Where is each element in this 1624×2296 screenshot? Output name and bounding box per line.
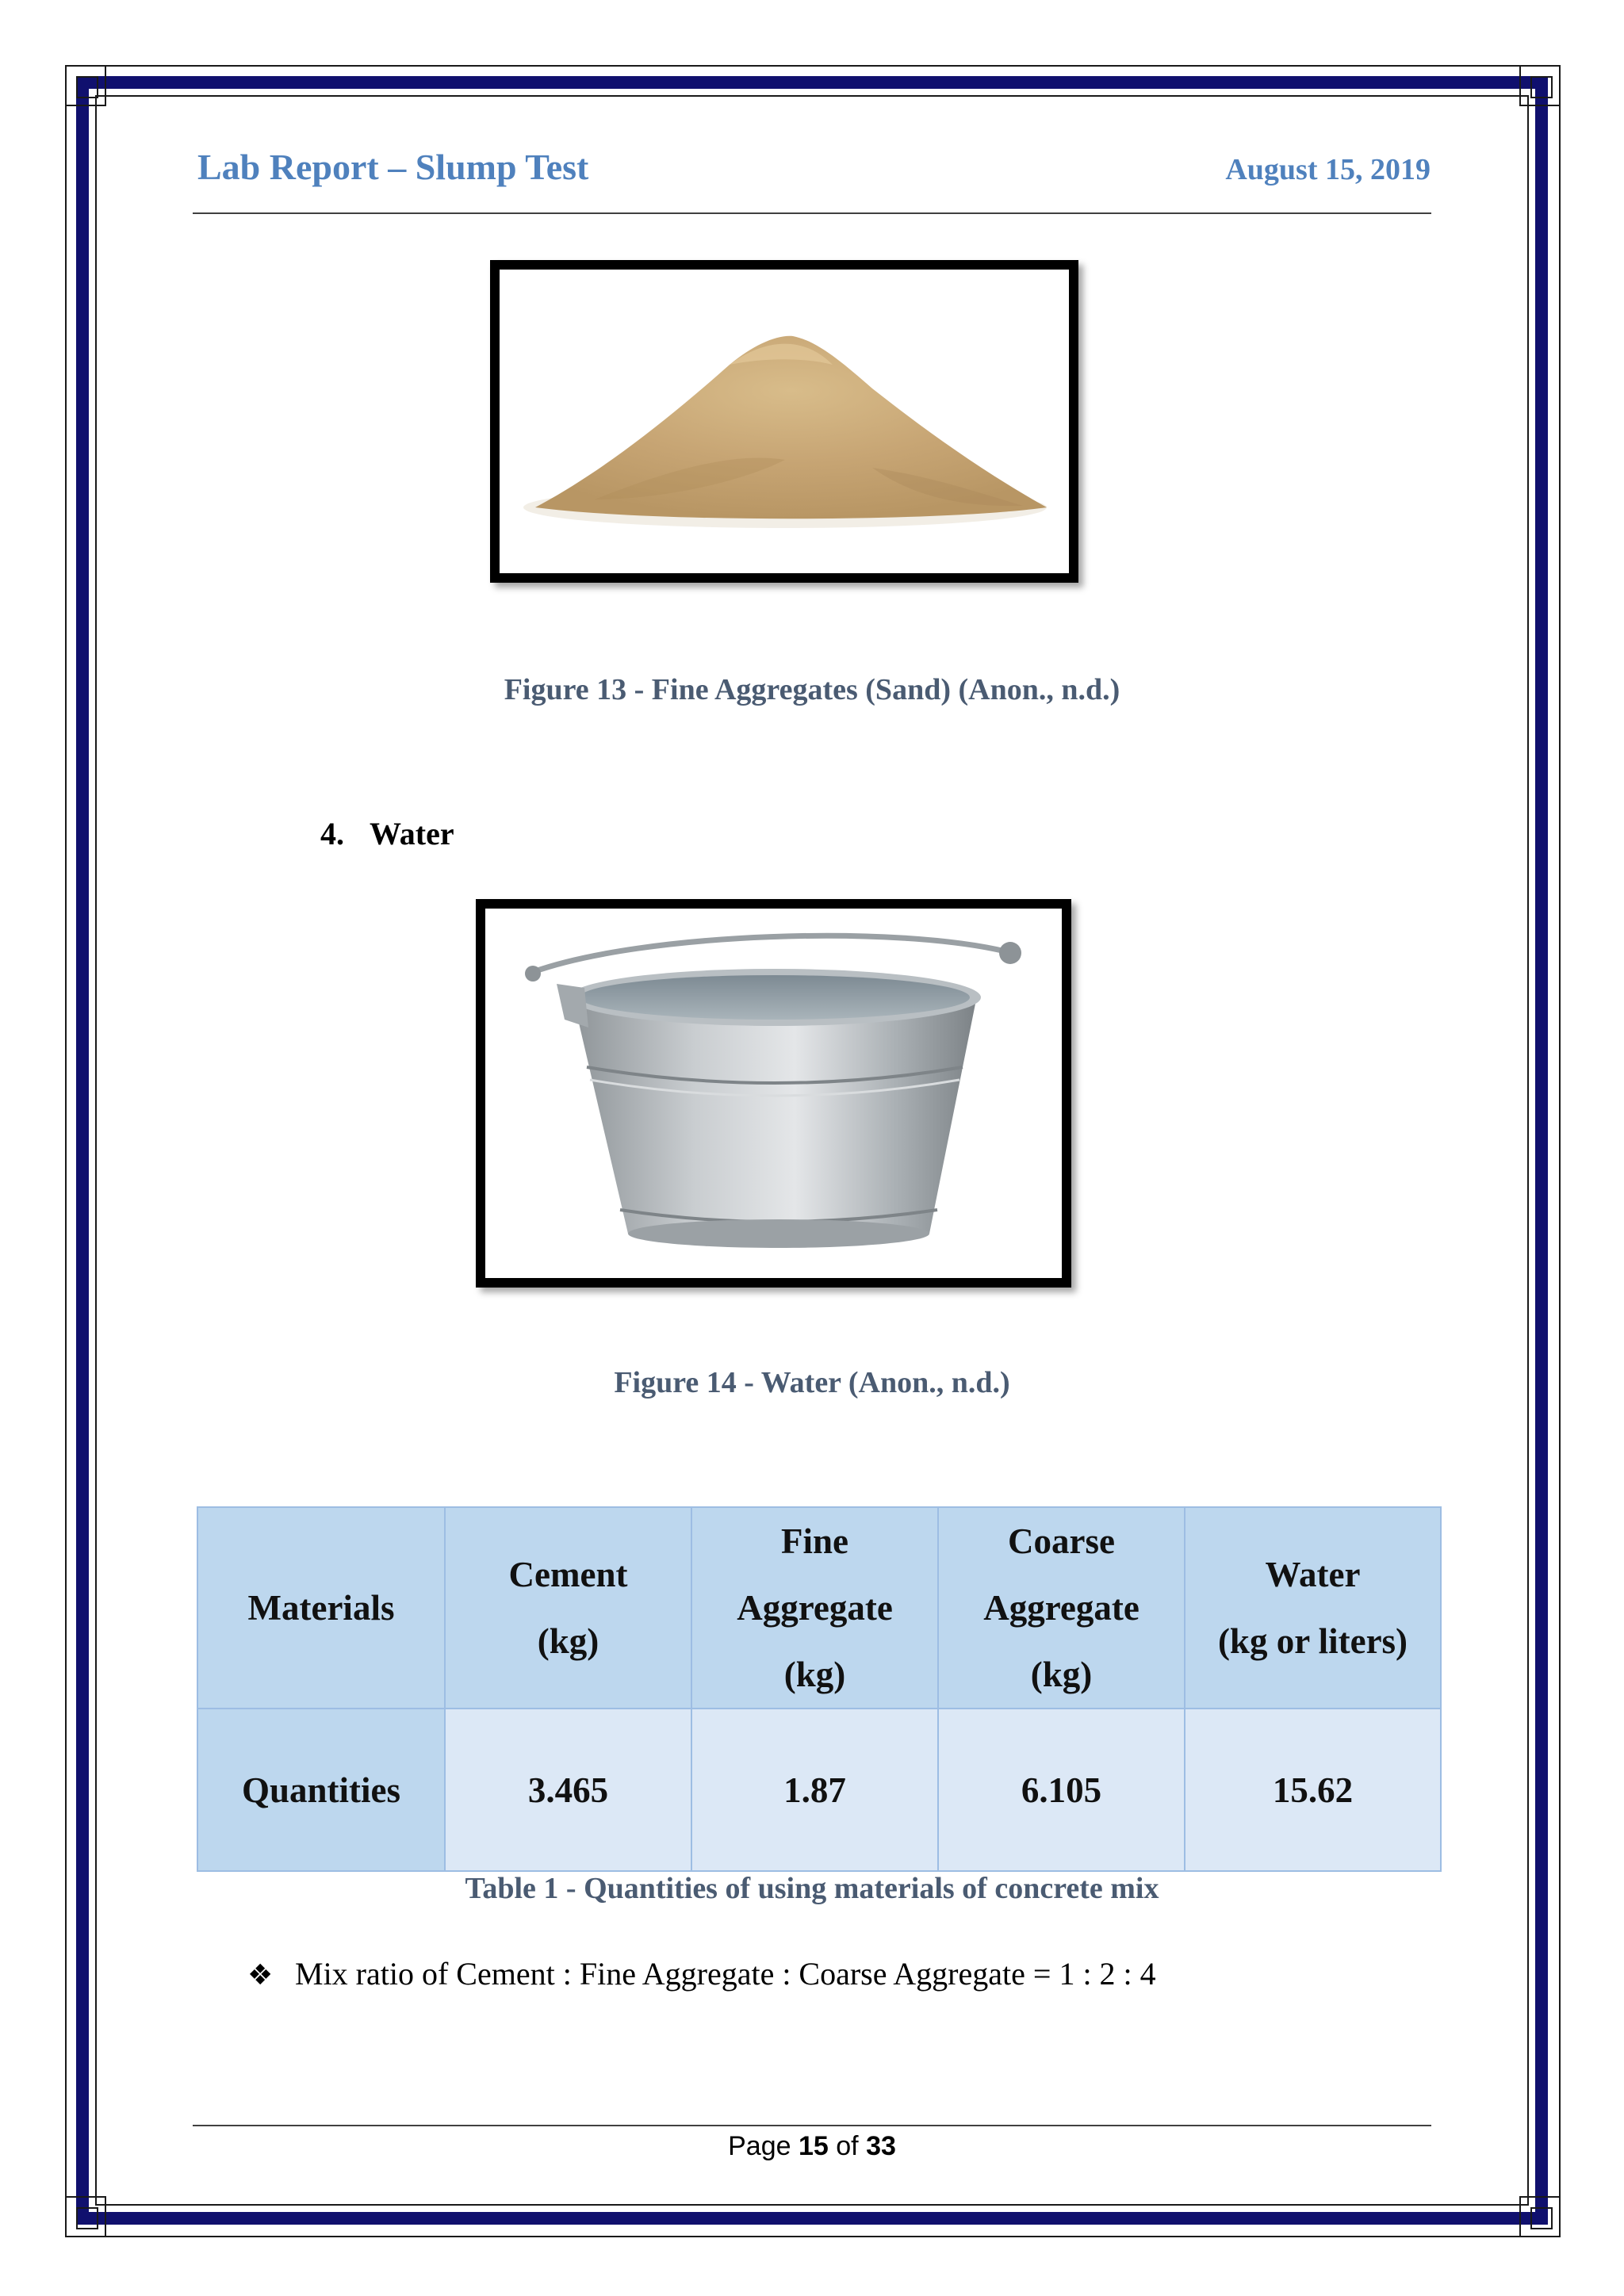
bullet-diamond-icon: ❖: [247, 1959, 274, 1992]
header-title: Lab Report – Slump Test: [197, 147, 589, 187]
corner-ornament: [65, 65, 106, 106]
header-line: Aggregate: [983, 1588, 1139, 1628]
table-row-label: Quantities: [197, 1709, 445, 1871]
mix-ratio-bullet: [247, 1955, 1156, 1992]
table-header-fine-aggregate: [691, 1507, 938, 1709]
header-line: (kg): [537, 1621, 599, 1661]
header-line: Fine: [781, 1521, 848, 1561]
page-word: Page: [728, 2131, 791, 2161]
figure-14-caption: Figure 14 - Water (Anon., n.d.): [614, 1366, 1010, 1399]
mix-ratio-text: Mix ratio of Cement : Fine Aggregate : Coarse Aggregate = 1 : 2 : 4: [295, 1956, 1156, 1992]
table-header-coarse-aggregate: [938, 1507, 1185, 1709]
corner-ornament: [1519, 65, 1561, 106]
header-rule: [193, 212, 1431, 214]
header-line: (kg): [783, 1655, 846, 1694]
list-item-water: [320, 815, 454, 852]
header-line: (kg or liters): [1217, 1621, 1408, 1661]
table-row: [197, 1709, 1441, 1871]
list-item-number: 4.: [320, 816, 344, 851]
table-cell-cement: 3.465: [445, 1709, 691, 1871]
header-line: Water: [1265, 1555, 1361, 1594]
page-number: [0, 2131, 1624, 2162]
metal-bucket-picture: [485, 909, 1062, 1278]
materials-table: [197, 1506, 1442, 1872]
table-1-caption: Table 1 - Quantities of using materials of concrete mix: [465, 1872, 1159, 1905]
sand-pile-picture: [500, 270, 1069, 573]
table-cell-coarse-aggregate: 6.105: [938, 1709, 1185, 1871]
corner-ornament: [65, 2196, 106, 2237]
table-cell-water: 15.62: [1185, 1709, 1441, 1871]
of-word: of: [836, 2131, 859, 2161]
table-cell-fine-aggregate: 1.87: [691, 1709, 938, 1871]
header-date: August 15, 2019: [1225, 153, 1431, 186]
figure-sand-image: [490, 260, 1078, 583]
header-line: Cement: [508, 1555, 628, 1594]
figure-bucket-image: [476, 899, 1071, 1288]
total-pages: 33: [866, 2131, 896, 2161]
figure-13-caption: Figure 13 - Fine Aggregates (Sand) (Anon., n.d.): [504, 673, 1120, 706]
table-header-water: [1185, 1507, 1441, 1709]
header-line: Aggregate: [737, 1588, 893, 1628]
table-header-row: [197, 1507, 1441, 1709]
footer-rule: [193, 2125, 1431, 2126]
corner-ornament: [1519, 2196, 1561, 2237]
table-header-materials: Materials: [197, 1507, 445, 1709]
table-header-cement: [445, 1507, 691, 1709]
header-line: Coarse: [1008, 1521, 1115, 1561]
list-item-label: Water: [370, 816, 454, 851]
current-page: 15: [798, 2131, 829, 2161]
header-line: (kg): [1030, 1655, 1093, 1694]
